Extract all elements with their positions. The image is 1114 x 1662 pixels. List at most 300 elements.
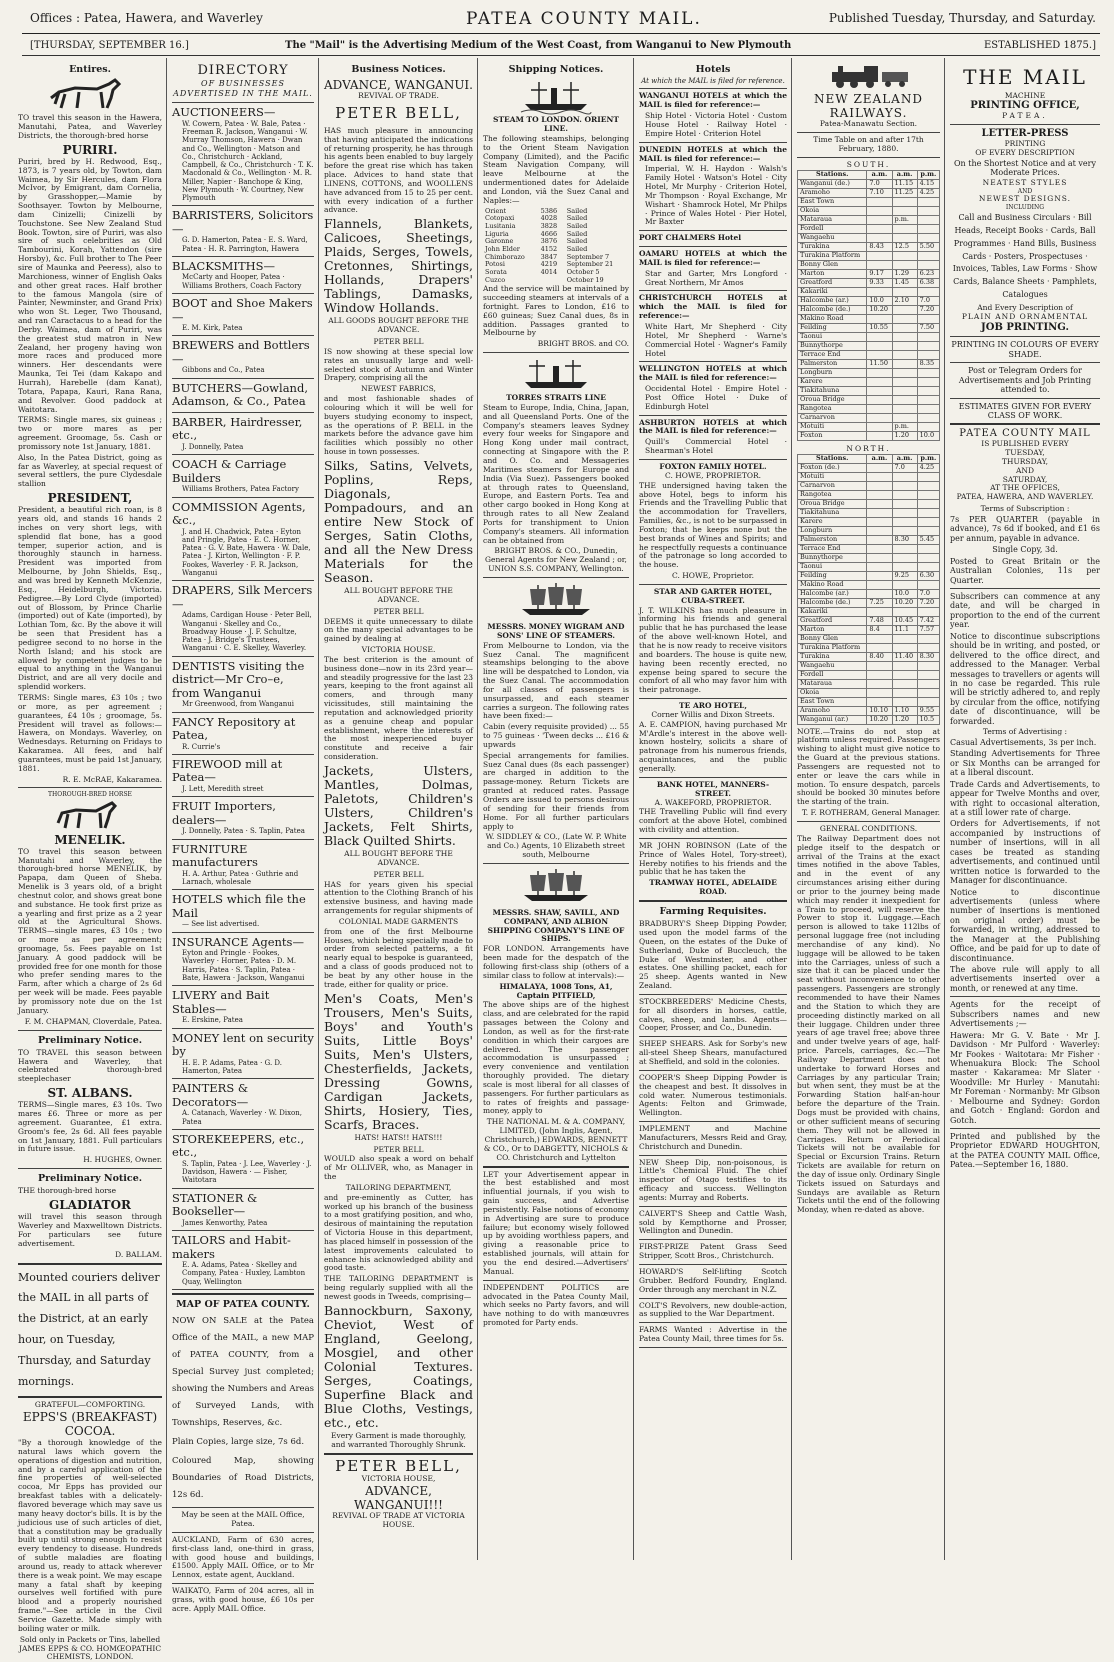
shipping-text: FOR LONDON. Arrangements have been made for the despatch of the following first-class ship (others of a similar class to follow at intervals):— <box>483 944 629 980</box>
directory-entry <box>172 106 314 202</box>
hotel-text: MR JOHN ROBINSON (Late of the Prince of Wales Hotel, Tory-street), Hereby notifies to his friends and the public that he has taken the <box>639 840 787 877</box>
timetable-row <box>798 598 940 607</box>
directory-entry <box>172 843 314 887</box>
rule <box>950 423 1100 425</box>
horse-name: GLADIATOR <box>48 1198 132 1213</box>
timetable-cell <box>917 368 939 377</box>
terms-text: Casual Advertisements, 3s per inch. <box>950 737 1097 747</box>
directory-entry <box>172 989 314 1024</box>
timetable-cell: Greatford <box>798 278 867 287</box>
cocoa-heading: GRATEFUL—COMFORTING. <box>34 1399 146 1409</box>
timetable-cell <box>892 359 917 368</box>
entry-text: TO travel this season in the Hawera, Manutahi, Patea, and Waverley Districts, the thorough-bred horse <box>18 113 162 140</box>
timetable-cell: Aramoho <box>798 188 867 197</box>
timetable-cell: 7.25 <box>867 598 892 607</box>
directory-entry-head: BARRISTERS, Solicitors— <box>172 208 314 236</box>
timetable-cell <box>917 580 939 589</box>
timetable-row <box>798 296 940 305</box>
rule <box>172 1289 314 1290</box>
rule <box>950 362 1100 363</box>
timetable-cell <box>892 643 917 652</box>
printing-line: AND <box>1017 188 1033 196</box>
timetable-cell <box>892 499 917 508</box>
timetable-cell: 7.10 <box>867 188 892 197</box>
directory-entry <box>172 1192 314 1227</box>
directory-entry-lines: H. A. Arthur, Patea · Guthrie and Larnach, wholesale <box>182 869 299 887</box>
rule <box>639 246 787 247</box>
rule <box>172 1507 314 1508</box>
hotel-listing-head: CHRISTCHURCH HOTELS at which the MAIL is filed for reference:— <box>639 293 787 321</box>
column-railways <box>793 60 944 1560</box>
rule <box>639 1264 787 1265</box>
timetable-cell <box>867 404 892 413</box>
timetable-cell: Oroua Bridge <box>798 395 867 404</box>
terms-text: 7s PER QUARTER (payable in advance), 7s 6d if booked, and £1 6s per annum, payable in advance. <box>950 514 1100 543</box>
column-hotels <box>635 60 791 1560</box>
timetable-cell <box>917 314 939 323</box>
directory-entry-lines: Mr Greenwood, from Wanganui <box>182 700 295 709</box>
column-divider <box>633 58 634 1560</box>
timetable-cell <box>867 535 892 544</box>
timetable-cell <box>867 553 892 562</box>
rule <box>483 863 629 864</box>
directory-entry-head: BLACKSMITHS— <box>172 258 276 273</box>
directory-entry <box>172 716 314 751</box>
directory-entry <box>172 297 314 332</box>
rule <box>639 88 787 89</box>
rule <box>639 900 787 902</box>
directory-entry-lines: W. Cowern, Patea · W. Bale, Patea · Freeman R. Jackson, Wanganui · W. Murray Thomson, Hawera · Dwan and Co., Wellington · Matson and Co., Christchurch · Ackland, Campbell, & Co., Christchurch · T. K. Macdonald & Co., Wellington · M. R. Miller, Napier · Banchope & King, New Plymouth · W. Courtney, New Plymouth <box>182 119 314 203</box>
directory-entry-head: BOOT and Shoe Makers— <box>172 295 313 324</box>
directory-entry-lines: J. and H. Chadwick, Patea · Eyton and Pringle, Patea · E. C. Horner, Patea · G. V. Bate, Hawera · W. Dale, Patea · J. Kirton, Wellington · F. P. Fookes, Waverley · F. R. Jackson, Wanganui <box>182 527 311 577</box>
farm-ad: COOPER'S Sheep Dipping Powder is the cheapest and best. It dissolves in cold water. Numerous testimonials. Agents: Felton and Grimwade, Wellington. <box>639 1072 787 1118</box>
column-divider <box>944 58 945 1560</box>
directory-entry-head: TAILORS and Habit-makers <box>172 1233 291 1261</box>
timetable-cell: Okoia <box>798 688 867 697</box>
ad-subtitle: NEWEST FABRICS, <box>361 384 436 394</box>
timetable-cell <box>867 697 892 706</box>
timetable-cell: Turakina <box>798 652 867 661</box>
printing-line: PRINTING OFFICE, <box>970 100 1080 112</box>
ad-text: and most fashionable shades of colouring which it will be well for buyers studying economy to inspect, as the operations of P. BELL in the markets before the advance gave him facilities which possibly no other house in town possesses. <box>324 394 473 457</box>
terms-heading: Terms of Subscription : <box>980 504 1070 514</box>
timetable-cell <box>892 517 917 526</box>
merchant-name: PETER BELL <box>373 606 424 616</box>
printing-line: On the Shortest Notice and at very Moderate Prices. <box>953 158 1097 177</box>
timetable-cell <box>892 661 917 670</box>
ad-text: Every Garment is made thoroughly, and warranted Thoroughly Shrunk. <box>331 1430 466 1449</box>
pcm-line: THURSDAY, <box>1001 456 1049 466</box>
timetable-row <box>798 314 940 323</box>
timetable-row <box>798 431 940 440</box>
rule <box>18 1168 162 1169</box>
ship-cell: Sorata <box>485 267 507 276</box>
pcm-line: SATURDAY, <box>1002 474 1048 484</box>
rule <box>639 230 787 231</box>
timetable-row <box>798 463 940 472</box>
timetable-cell <box>867 670 892 679</box>
directory-entry-head: MONEY lent on security by <box>172 1030 314 1059</box>
directory-entry-head: BUTCHERS—Gowland, Adamson, & Co., Patea <box>172 380 308 409</box>
timetable-cell: 7.20 <box>917 598 939 607</box>
directory-entry-lines: E. Erskine, Patea <box>182 1016 243 1025</box>
masthead <box>0 0 1114 58</box>
timetable-row <box>798 697 940 706</box>
printing-line: LETTER-PRESS <box>981 128 1069 140</box>
directory-entry-head: STOREKEEPERS, etc., etc., <box>172 1131 305 1160</box>
shipping-title: STEAM TO LONDON. ORIENT LINE. <box>493 115 619 134</box>
bought-notice: ALL BOUGHT BEFORE THE ADVANCE. <box>344 849 453 867</box>
timetable-cell <box>917 517 939 526</box>
timetable-row <box>798 508 940 517</box>
directory-title: DIRECTORY <box>197 63 289 78</box>
timetable-cell: Okoia <box>798 206 867 215</box>
directory-entry <box>172 1082 314 1126</box>
goods-list: Jackets, Ulsters, Mantles, Dolmas, Paletots, Children's Ulsters, Children's Jackets, Felt Shirts, Black Quilted Shirts. <box>324 763 473 849</box>
timetable-cell: Bunnythorpe <box>798 341 867 350</box>
locomotive-icon <box>824 62 914 90</box>
timetable-cell: Terrace End <box>798 544 867 553</box>
ship-cell: Potosi <box>485 260 505 269</box>
timetable-cell: 11.1 <box>892 625 917 634</box>
timetable-cell <box>867 526 892 535</box>
timetable-row <box>798 526 940 535</box>
timetable-cell <box>892 508 917 517</box>
directory-entry-head: HOTELS which file the Mail <box>172 892 306 920</box>
ad-subtitle: REVIVAL OF TRADE AT VICTORIA HOUSE. <box>332 1511 465 1530</box>
timetable-cell: 7.0 <box>917 589 939 598</box>
entry-text: Also, In the Patea District, going as far as Waverley, at special request of several settlers, the pure Clydesdale stallion <box>18 452 162 489</box>
timetable-cell: Mataraua <box>798 215 867 224</box>
terms-text: Posted to Great Britain or the Australian Colonies, 11s per Quarter. <box>950 556 1100 585</box>
rule <box>172 335 314 336</box>
section-heading: Farming Requisites. <box>659 905 767 917</box>
timetable-cell: 9.25 <box>892 571 917 580</box>
timetable-row <box>798 607 940 616</box>
timetable-cell <box>917 251 939 260</box>
timetable-cell: Taonui <box>798 562 867 571</box>
hotel-title: BANK HOTEL, MANNERS-STREET. <box>656 779 770 798</box>
directory-list <box>172 106 314 1290</box>
map-heading: MAP OF PATEA COUNTY. <box>176 1298 310 1310</box>
directory-entry-head: FIREWOOD mill at Patea— <box>172 756 283 785</box>
timetable-cell <box>892 332 917 341</box>
timetable-cell: Makino Road <box>798 580 867 589</box>
timetable-cell: Rangotea <box>798 404 867 413</box>
rule <box>172 293 314 294</box>
timetable-cell <box>917 472 939 481</box>
signature: D. BALLAM. <box>115 1249 162 1259</box>
timetable-cell: 6.23 <box>917 269 939 278</box>
rule <box>172 1293 314 1295</box>
bought-notice: ALL BOUGHT BEFORE THE ADVANCE. <box>344 585 453 604</box>
directory-entry-lines: S. Taplin, Patea · J. Lee, Waverley · J. Davidson, Hawera · — Fisher, Waitotara <box>182 1159 312 1185</box>
merchant-name: PETER BELL <box>373 1144 424 1154</box>
timetable-cell: Foxton (de.) <box>798 463 867 472</box>
timetable-cell: p.m. <box>892 215 917 224</box>
timetable-cell <box>892 607 917 616</box>
timetable-cell: 11.15 <box>892 179 917 188</box>
hotel-text: A. E. CAMPION, having purchased Mr M'Ardle's interest in the above well-known hostelry, solicits a share of patronage from his numerous friends, acquaintances, and the public generally. <box>639 719 787 773</box>
ad-text: The best criterion is the amount of business done—now in its 23rd year—and steadily progressive for the last 23 years, keeping to the front against all comers, and through many vicissitudes, still maintaining the reputation and acknowledged priority as a genuine cheap and popular establishment, where the interests of the most inexperienced buyer constitute and receive a fair consideration. <box>324 654 473 762</box>
timetable-cell: Motuiti <box>798 472 867 481</box>
timetable-header-cell: Stations. <box>798 170 867 179</box>
ship-cell: Liguria <box>485 229 509 238</box>
timetable-cell: 7.48 <box>867 616 892 625</box>
terms-text: Single Copy, 3d. <box>992 545 1058 555</box>
ad-subtitle: TAILORING DEPARTMENT, <box>345 1182 452 1192</box>
timetable-cell <box>867 517 892 526</box>
timetable-cell: 8.43 <box>867 242 892 251</box>
shipping-text: The following steamships, belonging to the Orient Steam Navigation Company (Limited), and the Pacific Steam Navigation Company, will leave Melbourne at the undermentioned dates for Adelaide and London, viâ the Suez Canal and Naples:— <box>483 133 629 205</box>
timetable-cell <box>892 562 917 571</box>
timetable-cell <box>867 350 892 359</box>
hotel-listing-lines: Ship Hotel · Victoria Hotel · Custom House Hotel · Railway Hotel · Empire Hotel · Criterion Hotel <box>645 111 787 138</box>
ad-text: and pre-eminently as Cutter, has worked up his branch of the business to a most gratifying position, and who, desirous of maintaining the reputation of Victoria House in this department, has placed himself in possession of the latest improvements calculated to enhance his acknowledged ability and good taste. <box>324 1192 473 1273</box>
directory-entry <box>172 382 314 409</box>
timetable-cell: 7.42 <box>917 616 939 625</box>
sailing-ship-icon <box>516 581 596 621</box>
timetable-cell <box>892 688 917 697</box>
rule <box>639 290 787 291</box>
hotel-address: Corner Willis and Dixon Streets. <box>651 709 775 719</box>
shipping-title: MESSRS. MONEY WIGRAM AND SONS' LINE OF STEAMERS. <box>487 621 625 640</box>
entry-text: will travel this season through Waverley and Maxwelltown Districts. For particulars see future advertisement. <box>18 1212 162 1248</box>
ship-row <box>483 277 629 285</box>
timetable-cell <box>892 697 917 706</box>
timetable-cell <box>867 571 892 580</box>
column-divider <box>318 58 319 1560</box>
timetable-row <box>798 589 940 598</box>
shipping-agents: BRIGHT BROS. & CO., Dunedin, General Agents for New Zealand ; or, UNION S.S. COMPANY, Wellington. <box>485 546 627 574</box>
timetable-cell <box>867 206 892 215</box>
hotel-listing-lines: White Hart, Mr Shepherd · City Hotel, Mr Shepherd · Warne's Commercial Hotel · Wagner's Family Hotel <box>645 322 787 358</box>
timetable-cell <box>892 233 917 242</box>
timetable-cell: 1.29 <box>892 269 917 278</box>
directory-entry-lines: H. E. P. Adams, Patea · G. D. Hamerton, Patea <box>182 1058 282 1075</box>
timetable-cell <box>892 377 917 386</box>
timetable-cell: 10.5 <box>917 715 939 724</box>
directory-entry-lines: E. M. Kirk, Patea <box>182 324 243 333</box>
farm-ad: STOCKBREEDERS' Medicine Chests, for all disorders in horses, cattle, calves, sheep, and lambs. Agents—Cooper, Prosser, and Co., Dunedin. <box>639 996 787 1033</box>
timetable-row <box>798 359 940 368</box>
directory-entry-head: DRAPERS, Silk Mercers— <box>172 583 313 611</box>
ship-cell: Sailed <box>566 244 588 253</box>
directory-entry-lines: — See list advertised. <box>182 920 260 929</box>
map-body: NOW ON SALE at the Patea Office of the MAIL, a new MAP of PATEA COUNTY, from a Special Survey just completed; showing the Numbers and Areas of Surveyed Lands, with Townships, Reserves, &c. <box>172 1316 314 1429</box>
timetable-cell <box>867 508 892 517</box>
section-heading: Hotels <box>695 64 731 75</box>
signature: H. HUGHES, Owner. <box>83 1155 162 1165</box>
printing-line: OF EVERY DESCRIPTION <box>975 147 1075 157</box>
directory-subtitle: OF BUSINESSES ADVERTISED IN THE MAIL. <box>173 79 313 98</box>
timetable-cell: 7.0 <box>867 179 892 188</box>
timetable-cell: 1.20 <box>892 715 917 724</box>
directory-entry-head: DENTISTS visiting the district—Mr Cro–e, from Wanganui <box>172 658 305 700</box>
goods-list: Silks, Satins, Velvets, Poplins, Reps, Diagonals, Pompadours, and an entire New Stock of Serges, Satin Cloths, and all the New Dress Materials for the Season. <box>324 457 473 585</box>
timetable-cell <box>892 580 917 589</box>
hotel-list <box>639 92 787 460</box>
timetable-cell <box>917 341 939 350</box>
publication-days: Published Tuesday, Thursday, and Saturday. <box>828 11 1096 25</box>
timetable-cell <box>867 607 892 616</box>
directory-entry-lines: J. Lett, Meredith street <box>182 785 264 794</box>
ship-cell: 3876 <box>540 237 558 246</box>
couriers-notice: Mounted couriers deliver the MAIL in all parts of the District, at an early hour, on Tuesday, Thursday, and Saturday mornings. <box>18 1270 160 1389</box>
column-shipping <box>479 60 633 1560</box>
rule <box>172 1028 314 1029</box>
conditions-heading: GENERAL CONDITIONS. <box>819 823 918 833</box>
timetable-cell <box>917 679 939 688</box>
timetable-row <box>798 332 940 341</box>
timetable-row <box>798 305 940 314</box>
timetable-cell: Halcombe (ar.) <box>798 589 867 598</box>
timetable-cell <box>867 368 892 377</box>
timetable-row <box>798 625 940 634</box>
rule <box>639 1322 787 1323</box>
rule <box>483 1166 629 1168</box>
farm-ad: FARMS Wanted : Advertise in the Patea County Mail, three times for 5s. <box>639 1325 787 1344</box>
directory-entry-head: FRUIT Importers, dealers— <box>172 799 276 827</box>
rule <box>18 1030 162 1031</box>
timetable-cell <box>867 215 892 224</box>
timetable-cell: 1.10 <box>892 706 917 715</box>
terms-text: Subscribers can commence at any date, and will be charged in proportion to the end of the current year. <box>950 592 1100 630</box>
timetable-cell <box>892 224 917 233</box>
timetable-cell <box>917 260 939 269</box>
rule <box>950 1128 1100 1129</box>
timetable-cell: 8.30 <box>892 535 917 544</box>
timetable-cell: 10.10 <box>867 706 892 715</box>
ship-cell: 5386 <box>540 206 558 215</box>
timetable-row <box>798 652 940 661</box>
timetable-cell: Longburn <box>798 368 867 377</box>
rule <box>483 1280 629 1281</box>
printing-line: INCLUDING <box>1005 204 1045 212</box>
rule <box>324 1453 473 1455</box>
timetable-row <box>798 481 940 490</box>
rule <box>483 352 629 353</box>
timetable-cell <box>917 607 939 616</box>
ad-subtitle: HATS! HATS!! HATS!!! <box>354 1132 443 1142</box>
timetable-row <box>798 643 940 652</box>
ship-cell: Cuzco <box>485 275 506 284</box>
horse-name: PURIRI. <box>62 142 118 157</box>
timetable-cell: 7.20 <box>917 305 939 314</box>
shipping-title: TORRES STRAITS LINE <box>506 393 606 403</box>
timetable-cell <box>917 643 939 652</box>
directory-entry-lines: J. Donnelly, Patea · S. Taplin, Patea <box>182 827 305 836</box>
timetable-cell: 2.10 <box>892 296 917 305</box>
cocoa-title: EPPS'S (BREAKFAST) COCOA. <box>22 1409 158 1438</box>
terms-text: The above rule will apply to all advertisements inserted over a month, or renewed at any time. <box>950 965 1100 993</box>
shipping-agents: THE NATIONAL M. & A. COMPANY, LIMITED, (John Inglis, Agent, Christchurch,) EDWARDS, BENNETT & CO., Or to DABGETTY, NICHOLS & CO. Christchurch and Lyttelton <box>483 1117 629 1162</box>
timetable-cell: 12.5 <box>892 242 917 251</box>
timetable-header-row <box>798 170 940 179</box>
timetable-cell <box>867 643 892 652</box>
timetable-cell: 10.0 <box>892 589 917 598</box>
timetable-cell: Carnarvon <box>798 481 867 490</box>
rule <box>172 932 314 933</box>
timetable-cell: Terrace End <box>798 350 867 359</box>
timetable-cell: 10.0 <box>867 296 892 305</box>
timetable-cell: p.m. <box>892 422 917 431</box>
signature: R. E. McRAE, Kakaramea. <box>62 774 162 784</box>
farm-list <box>639 920 787 1348</box>
rule <box>172 1078 314 1079</box>
hotel-listing-head: PORT CHALMERS Hotel <box>639 233 742 243</box>
rule <box>172 205 314 206</box>
timetable-row <box>798 422 940 431</box>
printing-line: PLAIN AND ORNAMENTAL <box>961 311 1089 321</box>
column-divider <box>791 58 792 1560</box>
farm-ad: WAIKATO, Farm of 204 acres, all in grass, with good house, £6 10s per acre. Apply MAIL Office. <box>172 1586 314 1613</box>
ship-name: HIMALAYA, 1008 Tons, A1, Captain PITFIELD, <box>499 981 613 1000</box>
timetable-cell: Longburn <box>798 526 867 535</box>
timetable-cell <box>917 350 939 359</box>
timetable-cell: Wangaehu <box>798 233 867 242</box>
timetable-row <box>798 661 940 670</box>
agents-list: Hawera: Mr G. V. Bate · Mr J. Davidson · Mr Pulford · Waverley: Mr Fookes · Waitotara: Mr Fisher · Whenuakura Block: The School master · Kakaramea: Mr Slater · Woodville: Mr Hurley · Manutahi: Mr Foreman · Normanby: Mr Gibson · Melbourne and Sydney: Gordon and Gotch · England: Gordon and Gotch. <box>950 1030 1100 1125</box>
goods-list: Bannockburn, Saxony, Cheviot, West of England, Geelong, Mosgiel, and other Colonial Textures. Serges, Coatings, Superfine Black and Blue Cloths, Vestings, etc., etc. <box>324 1302 473 1430</box>
timetable-cell <box>867 544 892 553</box>
timetable-cell <box>917 206 939 215</box>
timetable-cell <box>917 386 939 395</box>
timetable-cell <box>917 526 939 535</box>
timetable-row <box>798 395 940 404</box>
timetable-cell: Tiakitahuna <box>798 386 867 395</box>
timetable-row <box>798 404 940 413</box>
timetable-cell <box>867 395 892 404</box>
timetable-cell <box>867 688 892 697</box>
hotel-text: J. T. WILKINS has much pleasure in informing his friends and general public that he has purchased the lease of the above well-known Hotel, and that he is now ready to receive visitors and boarders. The house is quite new, having been recently erected, no expense being spared to secure the comfort of all who may favor him with their patronage. <box>639 605 787 695</box>
hotel-title: TRAMWAY HOTEL, ADELAIDE ROAD. <box>649 878 777 897</box>
timetable-cell: 10.45 <box>892 616 917 625</box>
timetable-row <box>798 368 940 377</box>
timetable-cell <box>867 422 892 431</box>
timetable-south <box>797 170 940 441</box>
rule <box>172 454 314 455</box>
timetable-cell <box>867 197 892 206</box>
timetable-cell: Turakina Platform <box>798 643 867 652</box>
timetable-cell: 8.35 <box>917 359 939 368</box>
rule <box>172 497 314 498</box>
column-printing-office <box>946 60 1104 1560</box>
timetable-row <box>798 580 940 589</box>
timetable-cell: 4.15 <box>917 179 939 188</box>
timetable-cell <box>892 481 917 490</box>
pcm-line: AT THE OFFICES, <box>990 483 1060 493</box>
timetable-cell <box>892 314 917 323</box>
printing-line: Post or Telegram Orders for Advertisements and Job Printing attended to. <box>958 366 1092 395</box>
rule <box>639 1036 787 1037</box>
directory-entry <box>172 800 314 835</box>
timetable-cell <box>892 395 917 404</box>
ship-cell: Lusitania <box>485 221 516 230</box>
rule <box>639 698 787 699</box>
timetable-cell <box>917 562 939 571</box>
timetable-header-cell: a.m. <box>867 170 892 179</box>
timetable-cell: 8.30 <box>917 652 939 661</box>
hotel-listing-lines: Occidental Hotel · Empire Hotel · Post Office Hotel · Duke of Edinburgh Hotel <box>645 384 787 411</box>
rule <box>639 361 787 362</box>
ship-cell <box>539 277 565 285</box>
cocoa-body: "By a thorough knowledge of the natural laws which govern the operations of digestion and nutrition, and by a careful application of the fine properties of well-selected cocoa, Mr Epps has provided our breakfast tables with a delicately-flavored beverage which may save us many heavy doctor's bills. It is by the judicious use of such articles of diet, that a constitution may be gradually built up until strong enough to resist every tendency to disease. Hundreds of subtle maladies are floating around us, ready to attack wherever there is a weak point. We may escape many a fatal shaft by keeping ourselves well fortified with pure blood and a properly nourished frame."—See article in the Civil Service Gazette. Made simply with boiling water or milk. <box>18 1438 162 1633</box>
timetable-cell <box>917 661 939 670</box>
timetable-cell: Makino Road <box>798 314 867 323</box>
timetable-cell: Fordell <box>798 670 867 679</box>
rule <box>639 777 787 778</box>
